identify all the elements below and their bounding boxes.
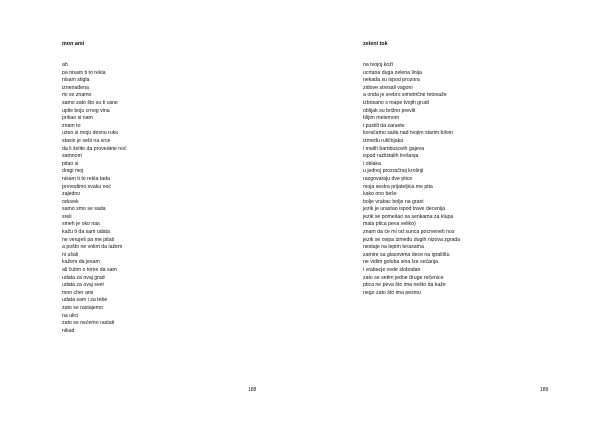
- poem-line: provodimo svaku noć: [62, 183, 112, 190]
- poem-line: jezik se osipa između dugih nizova zgrada: [363, 236, 461, 243]
- right-page: [300, 0, 600, 423]
- poem-line: ne veruješ pa me pitaš: [62, 236, 115, 243]
- poem-line: na ulici: [62, 312, 79, 319]
- poem-line: pa nisam ti to rekla: [62, 69, 106, 76]
- poem-line: i malih bambusovih gajeva: [363, 145, 425, 152]
- poem-line: smeh je oko nas: [62, 221, 100, 228]
- poem-line: nikad: [62, 327, 75, 334]
- poem-line: na tvojoj koži: [363, 62, 393, 68]
- page-number: 189: [540, 387, 549, 393]
- poem-line: samo zato što su ti usne: [62, 99, 118, 106]
- poem-line: bolje vrabac bolje na grani: [363, 198, 424, 205]
- poem-line: a pošto ne volim da lažem: [62, 244, 123, 251]
- poem-line: udata sam i za tebe: [62, 297, 108, 304]
- poem-line: ucrtana duga zelena linija: [363, 69, 422, 76]
- poem-line: nestaje na lepim terasama: [363, 244, 424, 251]
- poem-line: nekada su ispod prozora: [363, 77, 420, 84]
- poem-line: zato se nećemo rastati: [62, 320, 115, 327]
- poem-line: ah: [62, 62, 68, 68]
- poem-zeleni-tok: [363, 41, 460, 297]
- poem-line: zajedno: [62, 191, 81, 198]
- poem-mon-ami: [62, 41, 127, 335]
- poem-line: zato se rastajemo: [62, 305, 103, 311]
- poem-line: pitao si: [62, 160, 79, 167]
- poem-line: izbrisano s mape tvojih grudi: [363, 99, 429, 106]
- poem-line: moja sestra prijateljica me pita: [363, 183, 433, 190]
- poem-line: uzeo si moju desnu ruku: [62, 130, 119, 137]
- poem-line: ptica ne peva što ima nešto da kaže: [363, 282, 446, 289]
- poem-line: jezik je urastao ispod trave decenija: [363, 206, 446, 213]
- poem-line: mala ptica peva veliko): [363, 221, 416, 228]
- poem-line: oduvek: [62, 198, 79, 205]
- poem-line: a onda je srebro simetrične tetovaže: [363, 92, 447, 99]
- poem-line: sreli: [62, 213, 72, 220]
- poem-line: i pustili da zaraste: [363, 122, 405, 129]
- poem-line: upile boju crnog vina: [62, 107, 110, 114]
- poem-line: znam da će mi od sunca pocrveneti nos: [363, 229, 455, 236]
- page-number: 188: [248, 387, 257, 393]
- poem-line: kako ono beše: [363, 191, 397, 198]
- poem-line: razgovaraju dve ptice: [363, 175, 413, 182]
- poem-line: samnom: [62, 153, 82, 160]
- poem-line: zamire sa glasovima dece na igralištu: [363, 251, 450, 258]
- poem-line: blijim melemom: [363, 115, 400, 122]
- poem-line: zato se setim jedne druge rečenice: [363, 274, 444, 281]
- poem-line: iznenađena: [62, 84, 89, 91]
- poem-line: ni ušali: [62, 251, 79, 258]
- poem-line: u jednoj prozračnoj krošnji: [363, 168, 424, 175]
- poem-line: ispod razlistalih trešanja: [363, 153, 419, 160]
- poem-line: stavio je sebi na srce: [62, 137, 111, 144]
- poem-line: i vrabacje ovde slobodan: [363, 267, 421, 274]
- poem-line: dragi moj: [62, 168, 84, 175]
- poem-line: kažem da jesam: [62, 259, 100, 266]
- poem-line: udata za ovaj grad: [62, 274, 105, 281]
- poem-line: prišao si nam: [62, 115, 93, 122]
- poem-line: znam to: [62, 122, 81, 129]
- poem-line: oblijak su brižno previli: [363, 107, 416, 114]
- poem-line: ne vidim goluba sina Ize sećanja: [363, 259, 438, 266]
- poem-line: mi se znamo: [62, 92, 92, 99]
- poem-title: zeleni tok: [363, 41, 388, 47]
- poem-title: mon ami: [62, 41, 85, 47]
- poem-line: ali čutim o tome da sam: [62, 267, 117, 274]
- poem-lines: [363, 62, 460, 297]
- poem-line: nego zato što ima pesmu: [363, 289, 421, 296]
- poem-line: da li želite da provedete noć: [62, 145, 127, 152]
- poem-line: jezik se pomešao sa senkama za klupa: [363, 213, 454, 220]
- poem-line: zidove stresali vagoni: [363, 84, 413, 91]
- poem-line: kažu ti da sam udata: [62, 229, 110, 236]
- poem-line: mon cher ami: [62, 289, 94, 296]
- poem-line: udata za ovaj svet: [62, 282, 104, 289]
- poem-line: i oblaka: [363, 160, 381, 167]
- poem-line: samo smo se sada: [62, 206, 106, 213]
- poem-line: nisam ti to rekla tada: [62, 175, 110, 182]
- poem-lines: [62, 62, 127, 335]
- poem-line: između ruličnjaka: [363, 137, 404, 144]
- poem-line: koračamo sada nad tvojim starim bilom: [363, 130, 453, 137]
- poem-line: nisam stigla: [62, 77, 90, 84]
